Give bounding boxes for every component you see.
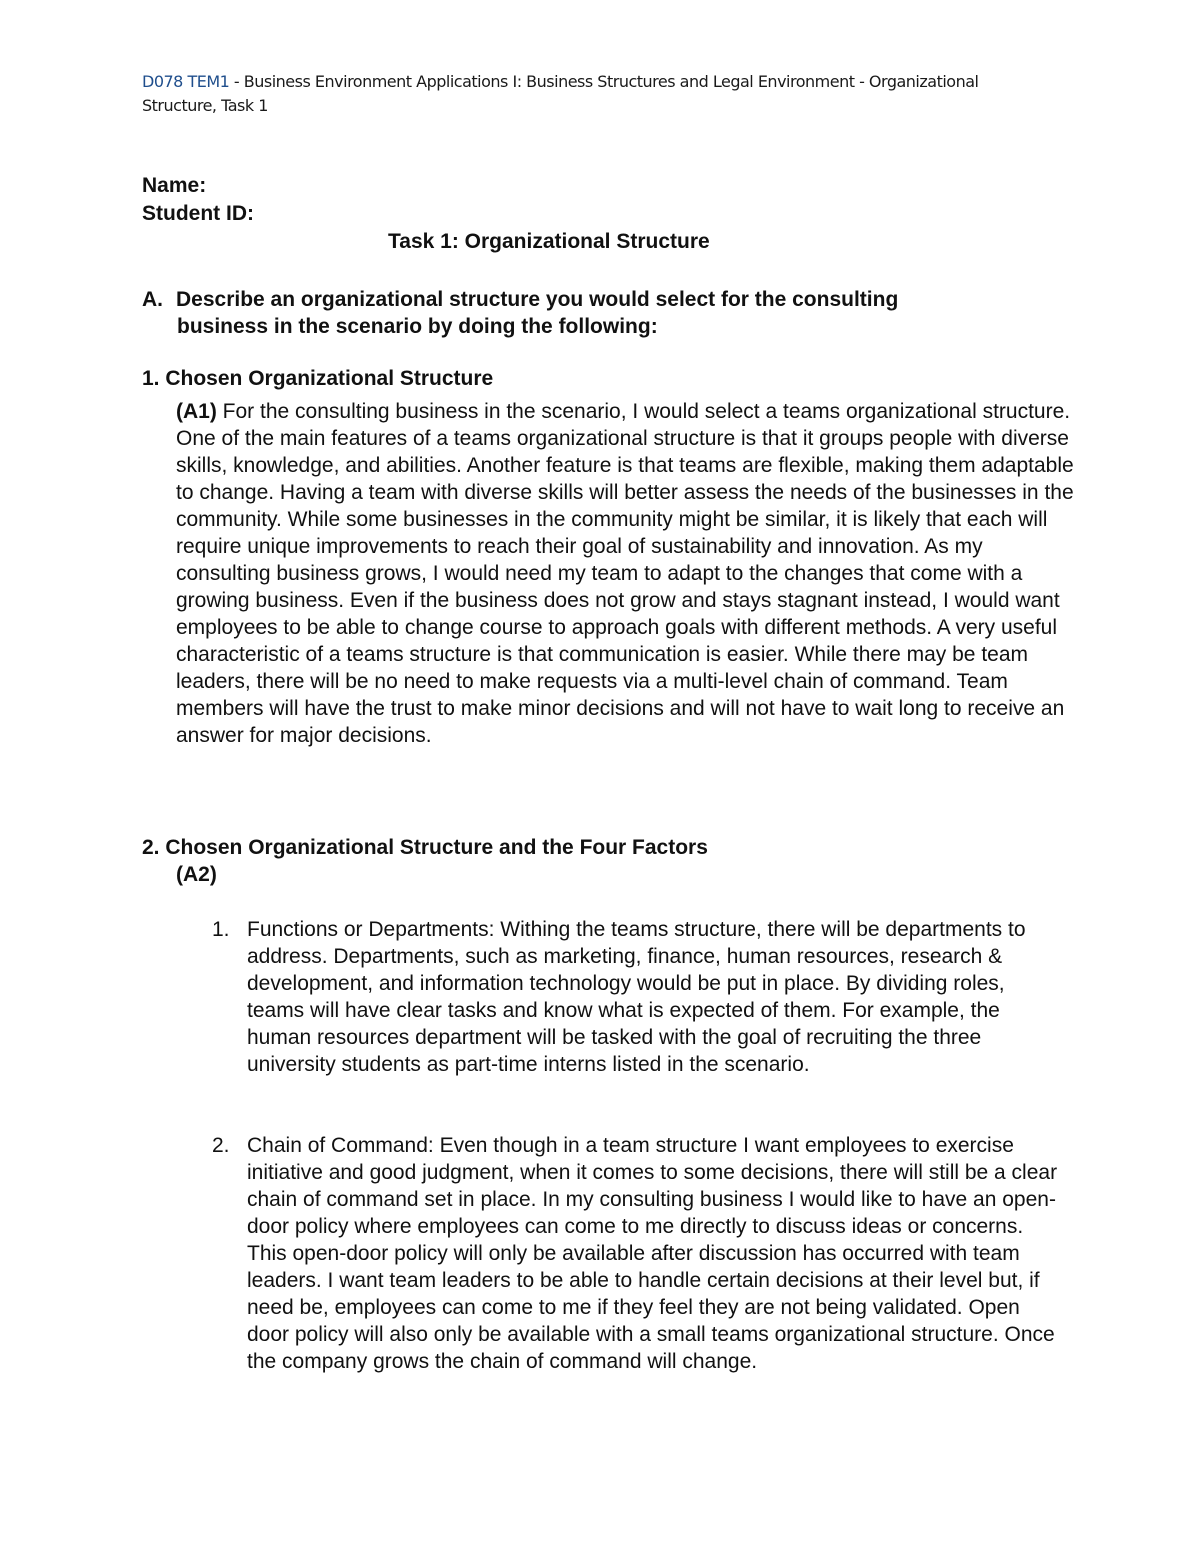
section1-body: For the consulting business in the scenario, I would select a teams organizational structure. One of the main features of a teams organizational structure is that it groups people with diverse skills, knowledge, and abilities. Another feature is that teams are flexible, making them adaptable to change. Having a team with diverse skills will better assess the needs of the businesses in the community. While some businesses in the community might be similar, it is likely that each will require unique improvements to reach their goal of sustainability and innovation. As my consulting business grows, I would need my team to adapt to the changes that come with a growing business. Even if the business does not grow and stays stagnant instead, I would want employees to be able to change course to approach goals with different methods. A very useful characteristic of a teams structure is that communication is easier. While there may be team leaders, there will be no need to make requests via a multi-level chain of command. Team members will have the trust to make minor decisions and will not have to wait long to receive an answer for major decisions. [176, 400, 1074, 747]
list-item [212, 916, 1062, 1078]
section1-tag: (A1) [176, 400, 217, 423]
section2-heading-block [142, 834, 708, 888]
list-item-number: 1. [212, 918, 230, 941]
section-a-letter: A. [142, 288, 163, 311]
section-a-line1: Describe an organizational structure you would select for the consulting [176, 288, 899, 311]
document-header [142, 70, 1042, 118]
list-item-text: Chain of Command: Even though in a team structure I want employees to exercise initiative and good judgment, when it comes to some decisions, there will still be a clear chain of command set in place. In my consulting business I would like to have an open-door policy where employees can come to me directly to discuss ideas or concerns. This open-door policy will only be available after discussion has occurred with team leaders. I want team leaders to be able to handle certain decisions at their level but, if need be, employees can come to me if they feel they are not being validated. Open door policy will also only be available with a small teams organizational structure. Once the company grows the chain of command will change. [247, 1134, 1058, 1373]
course-code: D078 TEM1 [142, 72, 230, 91]
section1-paragraph [176, 398, 1076, 749]
list-item-number: 2. [212, 1134, 230, 1157]
section2-heading: 2. Chosen Organizational Structure and the Four Factors [142, 836, 708, 859]
section-a-prompt [142, 286, 1022, 340]
section2-tag: (A2) [176, 863, 217, 886]
name-label: Name: [142, 174, 207, 197]
student-id-label: Student ID: [142, 202, 254, 225]
task-title: Task 1: Organizational Structure [388, 230, 710, 253]
list-item [212, 1132, 1062, 1375]
header-text: - Business Environment Applications I: Business Structures and Legal Environment - Organizational Structure, Task 1 [142, 72, 979, 115]
section1-heading: 1. Chosen Organizational Structure [142, 367, 494, 390]
section-a-line2: business in the scenario by doing the following: [177, 315, 658, 338]
list-item-text: Functions or Departments: Withing the teams structure, there will be departments to address. Departments, such as marketing, finance, human resources, research & development, and information technology would be put in place. By dividing roles, teams will have clear tasks and know what is expected of them. For example, the human resources department will be tasked with the goal of recruiting the three university students as part-time interns listed in the scenario. [247, 918, 1026, 1076]
